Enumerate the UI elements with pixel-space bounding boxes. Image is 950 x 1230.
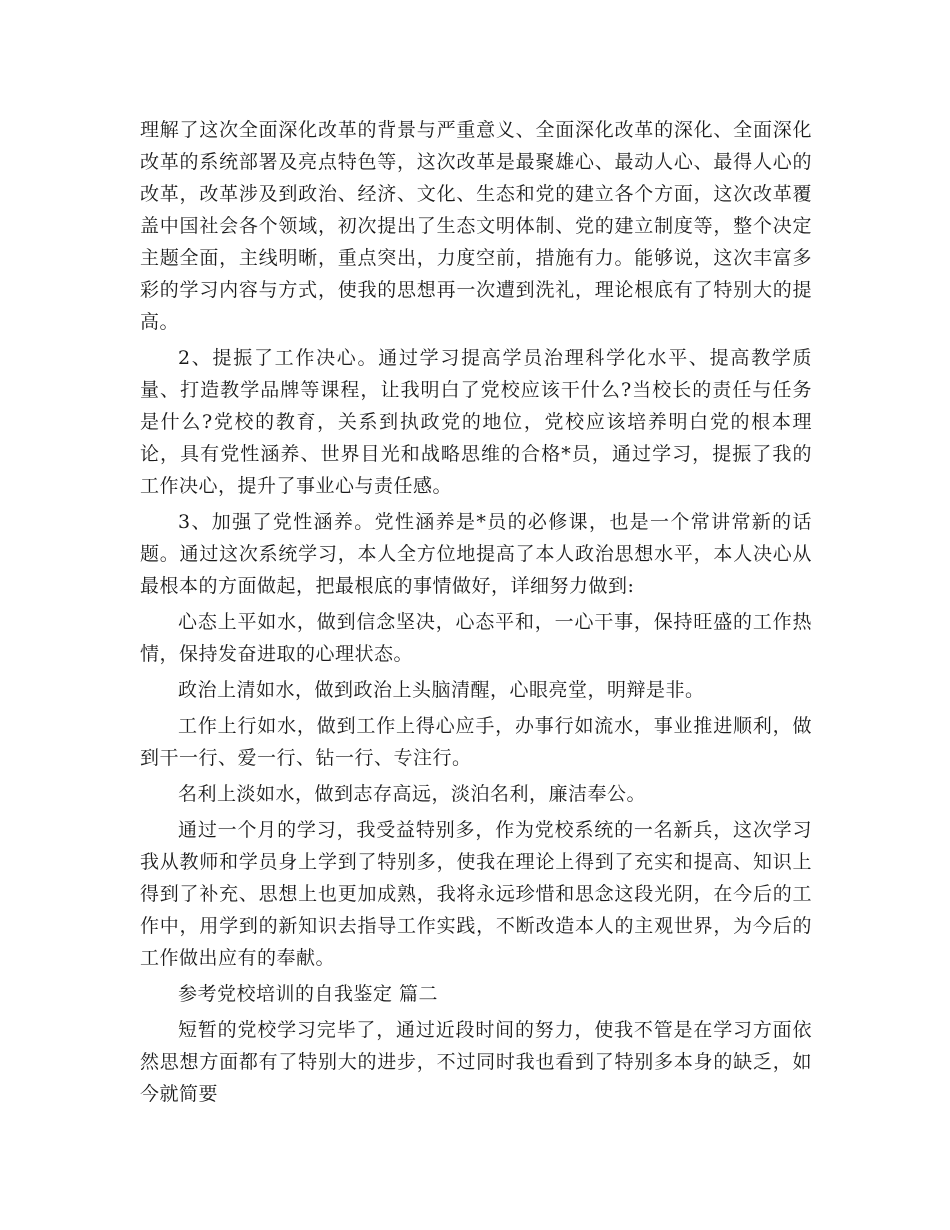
paragraph-party-cultivation: 3、加强了党性涵养。党性涵养是*员的必修课，也是一个常讲常新的话题。通过这次系统学习，本人全方位地提高了本人政治思想水平，本人决心从最根本的方面做起，把最根底的事情做好，详细努力做到: (140, 511, 812, 597)
paragraph-politics: 政治上清如水，做到政治上头脑清醒，心眼亮堂，明辩是非。 (178, 679, 705, 701)
paragraph-part-two-intro: 短暂的党校学习完毕了，通过近段时间的努力，使我不管是在学习方面依然思想方面都有了特别大的进步，不过同时我也看到了特别多本身的缺乏，如今就简要 (140, 1019, 812, 1105)
paragraph-fame: 名利上淡如水，做到志存高远，淡泊名利，廉洁奉公。 (178, 783, 647, 805)
paragraph-work: 工作上行如水，做到工作上得心应手，办事行如流水，事业推进顺利，做到干一行、爱一行、钻一行、专注行。 (140, 715, 812, 769)
paragraph-summary: 通过一个月的学习，我受益特别多，作为党校系统的一名新兵，这次学习我从教师和学员身上学到了特别多，使我在理论上得到了充实和提高、知识上得到了补充、思想上也更加成熟，我将永远珍惜和思念这段光阴，在今后的工作中，用学到的新知识去指导工作实践，不断改造本人的主观世界，为今后的工作做出应有的奉献。 (140, 819, 812, 969)
section-heading: 参考党校培训的自我鉴定 篇二 (178, 983, 439, 1005)
paragraph-reform-understanding: 理解了这次全面深化改革的背景与严重意义、全面深化改革的深化、全面深化改革的系统部署及亮点特色等，这次改革是最聚雄心、最动人心、最得人心的改革，改革涉及到政治、经济、文化、生态和党的建立各个方面，这次改革覆盖中国社会各个领域，初次提出了生态文明体制、党的建立制度等，整个决定主题全面，主线明晰，重点突出，力度空前，措施有力。能够说，这次丰富多彩的学习内容与方式，使我的思想再一次遭到洗礼，理论根底有了特别大的提高。 (140, 119, 812, 333)
paragraph-mindset: 心态上平如水，做到信念坚决，心态平和，一心干事，保持旺盛的工作热情，保持发奋进取的心理状态。 (140, 611, 812, 665)
document-body (140, 114, 812, 1114)
paragraph-work-resolve: 2、提振了工作决心。通过学习提高学员治理科学化水平、提高教学质量、打造教学品牌等课程，让我明白了党校应该干什么?当校长的责任与任务是什么?党校的教育，关系到执政党的地位，党校应该培养明白党的根本理论，具有党性涵养、世界目光和战略思维的合格*员，通过学习，提振了我的工作决心，提升了事业心与责任感。 (140, 347, 812, 497)
